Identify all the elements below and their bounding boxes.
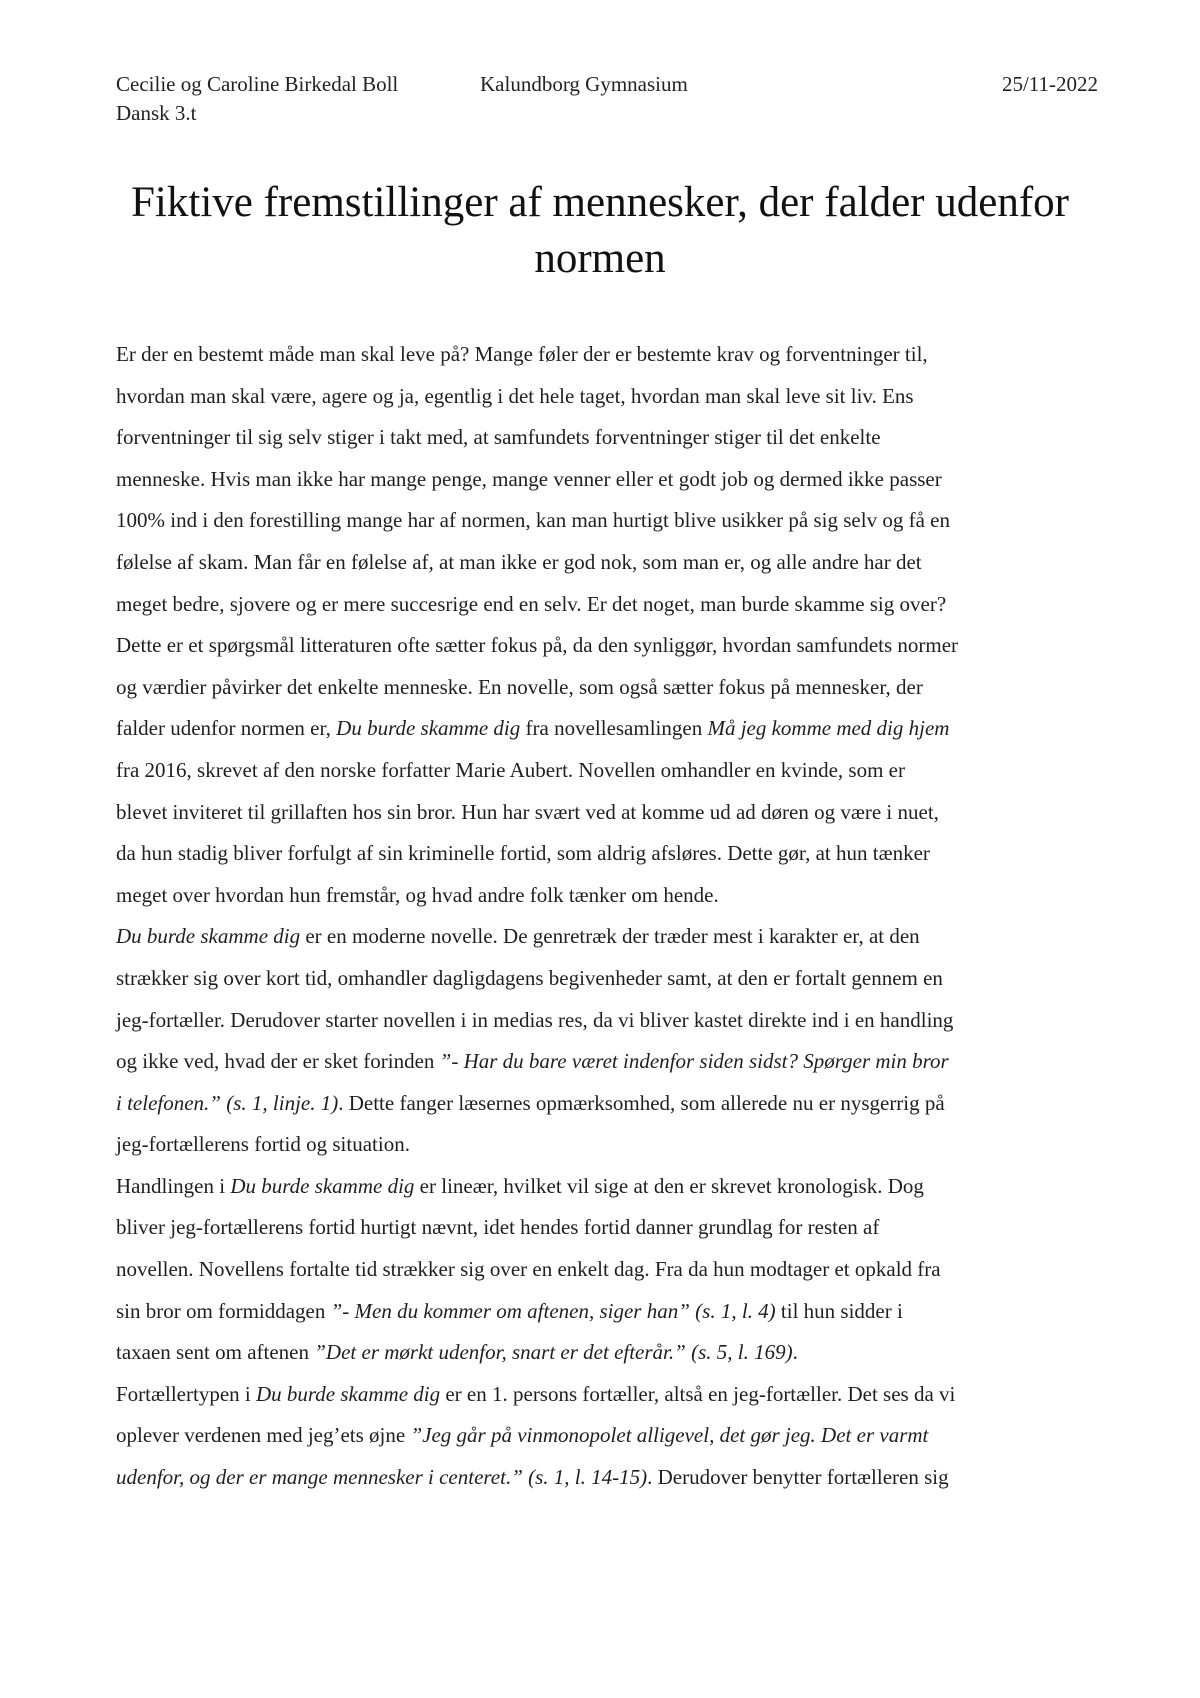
text-run: og ikke ved, hvad der er sket forinden	[116, 1049, 440, 1074]
text-run: følelse af skam. Man får en følelse af, at man ikke er god nok, som man er, og alle andre har det	[116, 549, 922, 574]
text-run: novellen. Novellens fortalte tid strækker sig over en enkelt dag. Fra da hun modtager et opkald fra	[116, 1257, 941, 1282]
italic-text: ”- Men du kommer om aftenen, siger han” (s. 1, l. 4)	[330, 1298, 776, 1323]
text-run: bliver jeg-fortællerens fortid hurtigt nævnt, idet hendes fortid danner grundlag for resten af	[116, 1215, 880, 1240]
italic-text: ”Jeg går på vinmonopolet alligevel, det gør jeg. Det er varmt	[410, 1423, 929, 1448]
text-run: er en moderne novelle. De genretræk der træder mest i karakter er, at den	[300, 924, 920, 949]
body-paragraph	[116, 334, 1102, 916]
text-line	[116, 459, 1102, 501]
italic-text: ”Det er mørkt udenfor, snart er det efterår.” (s. 5, l. 169)	[314, 1340, 793, 1365]
header-author: Cecilie og Caroline Birkedal Boll	[116, 72, 399, 96]
text-run: 100% ind i den forestilling mange har af normen, kan man hurtigt blive usikker på sig selv og få en	[116, 508, 950, 533]
text-run: er lineær, hvilket vil sige at den er skrevet kronologisk. Dog	[414, 1173, 924, 1198]
text-line	[116, 1000, 1102, 1042]
text-run: Dette er et spørgsmål litteraturen ofte sætter fokus på, da den synliggør, hvordan samfundets normer	[116, 633, 959, 658]
text-line	[116, 1249, 1102, 1291]
text-line	[116, 376, 1102, 418]
text-line	[116, 1124, 1102, 1166]
title-line: Fiktive fremstillinger af mennesker, der falder udenfor	[131, 179, 1069, 226]
text-line	[116, 958, 1102, 1000]
text-line	[116, 1291, 1102, 1333]
italic-text: Du burde skamme dig	[256, 1381, 441, 1406]
header-date: 25/11-2022	[1001, 72, 1098, 96]
italic-text: Du burde skamme dig	[336, 716, 521, 741]
text-run: Fortællertypen i	[116, 1381, 256, 1406]
header-course: Dansk 3.t	[116, 101, 197, 125]
text-line	[116, 875, 1102, 917]
text-run: da hun stadig bliver forfulgt af sin kriminelle fortid, som aldrig afsløres. Dette gør, at hun tænker	[116, 841, 930, 866]
text-line	[116, 1207, 1102, 1249]
text-line	[116, 334, 1102, 376]
text-run: til hun sidder i	[775, 1298, 903, 1323]
text-run: sin bror om formiddagen	[116, 1298, 331, 1323]
text-run: jeg-fortæller. Derudover starter novellen i in medias res, da vi bliver kastet direkte ind i en handling	[116, 1007, 954, 1032]
text-line	[116, 792, 1102, 834]
text-run: hvordan man skal være, agere og ja, egentlig i det hele taget, hvordan man skal leve sit liv. Ens	[116, 383, 914, 408]
page-header	[116, 70, 1098, 128]
text-run: oplever verdenen med jeg’ets øjne	[116, 1423, 411, 1448]
text-run: fra 2016, skrevet af den norske forfatter Marie Aubert. Novellen omhandler en kvinde, som er	[116, 757, 905, 782]
text-line	[116, 667, 1102, 709]
body-paragraph	[116, 916, 1102, 1166]
document-title	[100, 175, 1100, 287]
text-line	[116, 1332, 1102, 1374]
text-run: er en 1. persons fortæller, altså en jeg-fortæller. Det ses da vi	[440, 1381, 956, 1406]
text-run: blevet inviteret til grillaften hos sin bror. Hun har svært ved at komme ud ad døren og være i nuet,	[116, 799, 939, 824]
text-line	[116, 1166, 1102, 1208]
text-line	[116, 1083, 1102, 1125]
text-run: jeg-fortællerens fortid og situation.	[116, 1132, 410, 1157]
text-run: Handlingen i	[116, 1173, 231, 1198]
header-row	[116, 70, 1098, 99]
text-line	[116, 916, 1102, 958]
text-line	[116, 417, 1102, 459]
text-run: strækker sig over kort tid, omhandler dagligdagens begivenheder samt, at den er fortalt gennem en	[116, 965, 943, 990]
italic-text: Må jeg komme med dig hjem	[707, 716, 950, 741]
text-run: meget bedre, sjovere og er mere succesrige end en selv. Er det noget, man burde skamme sig over?	[116, 591, 947, 616]
italic-text: ”- Har du bare været indenfor siden sidst? Spørger min bror	[439, 1049, 949, 1074]
body-paragraph	[116, 1166, 1102, 1374]
text-line	[116, 1374, 1102, 1416]
text-line	[116, 708, 1102, 750]
italic-text: Du burde skamme dig	[116, 924, 301, 949]
text-run: falder udenfor normen er,	[116, 716, 337, 741]
title-line: normen	[534, 235, 666, 282]
text-run: menneske. Hvis man ikke har mange penge, mange venner eller et godt job og dermed ikke passer	[116, 466, 942, 491]
text-run: fra novellesamlingen	[520, 716, 708, 741]
text-run: forventninger til sig selv stiger i takt med, at samfundets forventninger stiger til det enkelte	[116, 425, 881, 450]
text-line	[116, 542, 1102, 584]
italic-text: Du burde skamme dig	[230, 1173, 415, 1198]
text-line	[116, 625, 1102, 667]
text-line	[116, 1041, 1102, 1083]
italic-text: i telefonen.” (s. 1, linje. 1)	[116, 1090, 339, 1115]
text-line	[116, 1415, 1102, 1457]
body-paragraph	[116, 1374, 1102, 1499]
text-line	[116, 584, 1102, 626]
text-run: .	[792, 1340, 798, 1365]
text-run: taxaen sent om aftenen	[116, 1340, 315, 1365]
document-body	[116, 334, 1102, 1499]
text-line	[116, 1457, 1102, 1499]
text-run: meget over hvordan hun fremstår, og hvad andre folk tænker om hende.	[116, 882, 719, 907]
text-run: . Derudover benytter fortælleren sig	[647, 1465, 949, 1490]
text-line	[116, 833, 1102, 875]
header-school: Kalundborg Gymnasium	[480, 72, 688, 96]
text-run: Er der en bestemt måde man skal leve på? Mange føler der er bestemte krav og forventninger til,	[116, 342, 928, 366]
italic-text: udenfor, og der er mange mennesker i centeret.” (s. 1, l. 14-15)	[116, 1465, 648, 1490]
text-line	[116, 500, 1102, 542]
text-line	[116, 750, 1102, 792]
text-run: . Dette fanger læsernes opmærksomhed, som allerede nu er nysgerrig på	[338, 1090, 945, 1115]
text-run: og værdier påvirker det enkelte menneske. En novelle, som også sætter fokus på mennesker, der	[116, 674, 923, 699]
